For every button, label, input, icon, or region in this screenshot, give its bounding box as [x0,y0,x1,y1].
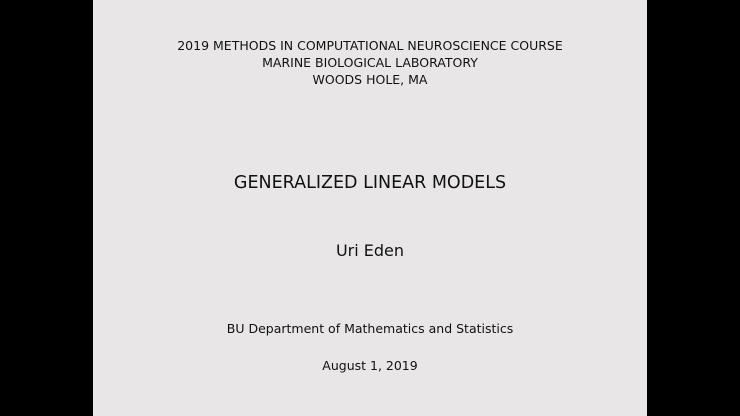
author-affiliation: BU Department of Mathematics and Statistics [226,321,514,336]
presentation-date: August 1, 2019 [322,358,418,373]
course-name: 2019 METHODS IN COMPUTATIONAL NEUROSCIENCE COURSE [177,38,563,53]
location: WOODS HOLE, MA [312,72,428,87]
course-header [93,37,647,88]
slide-title: GENERALIZED LINEAR MODELS [233,173,507,193]
institution-name: MARINE BIOLOGICAL LABORATORY [262,55,478,70]
presentation-slide [93,0,647,416]
author-name: Uri Eden [335,241,405,260]
